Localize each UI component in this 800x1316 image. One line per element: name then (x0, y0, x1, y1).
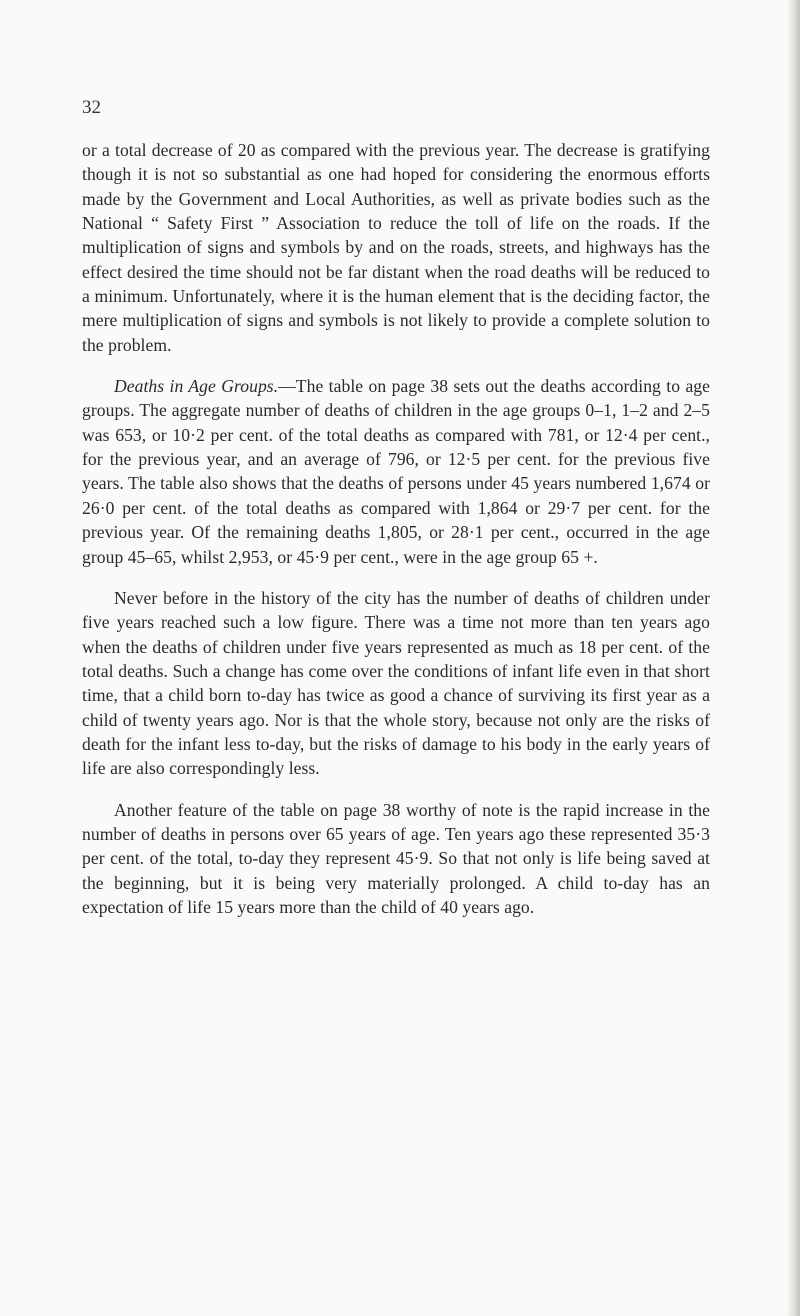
paragraph-2 (82, 374, 710, 569)
paragraph-4: Another feature of the table on page 38 worthy of note is the rapid increase in the number of deaths in persons over 65 years of age. Ten years ago these represented 35·3 per cent. of the total, to-day they represent 45·9. So that not only is life being saved at the beginning, but it is being very materially prolonged. A child to-day has an expectation of life 15 years more than the child of 40 years ago. (82, 799, 710, 917)
paragraph-2-text: —The table on page 38 sets out the deaths according to age groups. The aggregate number of deaths of children in the age groups 0–1, 1–2 and 2–5 was 653, or 10·2 per cent. of the total deaths as compared with 781, or 12·4 per cent., for the previous year, and an average of 796, or 12·5 per cent. for the previous five years. The table also shows that the deaths of persons under 45 years numbered 1,674 or 26·0 per cent. of the total deaths as compared with 1,864 or 29·7 per cent. for the previous year. Of the remaining deaths 1,805, or 28·1 per cent., occurred in the age group 45–65, whilst 2,953, or 45·9 per cent., were in the age group 65 +. (82, 376, 711, 567)
page-number: 32 (82, 97, 101, 118)
paragraph-3: Never before in the history of the city has the number of deaths of children under five years reached such a low figure. There was a time not more than ten years ago when the deaths of children under five years represented as much as 18 per cent. of the total deaths. Such a change has come over the conditions of infant life even in that short time, that a child born to-day has twice as good a chance of surviving its first year as a child of twenty years ago. Nor is that the whole story, because not only are the risks of death for the infant less to-day, but the risks of damage to his body in the early years of life are also correspondingly less. (82, 587, 710, 779)
section-heading-deaths-in-age-groups: Deaths in Age Groups. (114, 376, 279, 397)
page-edge-shadow (786, 0, 800, 1316)
body-text (82, 138, 710, 919)
paragraph-1: or a total decrease of 20 as compared with the previous year. The decrease is gratifying though it is not so substantial as one had hoped for considering the enormous efforts made by the Government and Local Authorities, as well as private bodies such as the National “ Safety First ” Association to reduce the toll of life on the roads. If the multiplication of signs and symbols by and on the roads, streets, and highways has the effect desired the time should not be far distant when the road deaths will be reduced to a minimum. Unfortunately, where it is the human element that is the deciding factor, the mere multiplication of signs and symbols is not likely to provide a complete solution to the problem. (82, 140, 710, 355)
